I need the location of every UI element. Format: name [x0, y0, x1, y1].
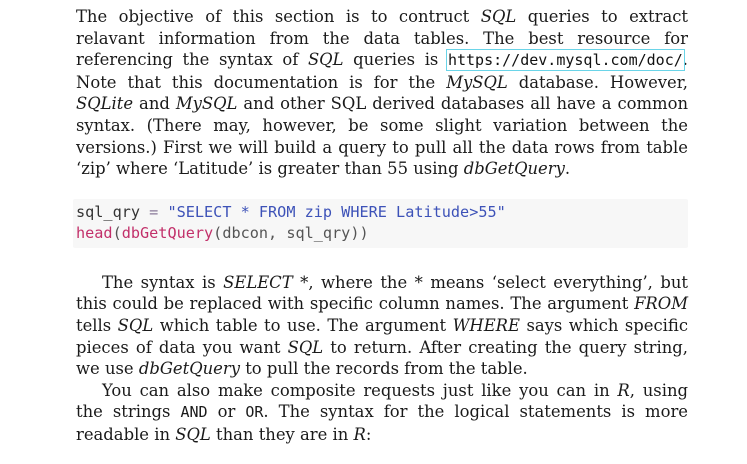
emph-sqlite: SQLite	[76, 94, 134, 114]
emph-sql: SQL	[117, 315, 154, 335]
text: says which specific pieces of data you want	[76, 315, 688, 357]
text: You can also make composite requests just like you can in	[102, 380, 618, 400]
emph-select: SELECT *	[223, 272, 309, 292]
text: :	[365, 424, 372, 444]
emph-sql: SQL	[175, 424, 211, 444]
emph-dbgetquery: dbGetQuery	[463, 159, 565, 179]
syntax-paragraph	[76, 272, 688, 380]
emph-from: FROM	[634, 294, 688, 314]
text: . Note that this documentation is for the	[76, 50, 688, 92]
code-arguments: (dbcon, sql_qry))	[213, 223, 369, 242]
emph-sql: SQL	[307, 50, 344, 70]
code-punctuation: (	[112, 223, 122, 242]
code-function-dbgetquery: dbGetQuery	[121, 223, 214, 242]
mysql-docs-link[interactable]: https://dev.mysql.com/doc/	[447, 51, 683, 70]
text: than they are in	[210, 424, 354, 444]
code-string: "SELECT * FROM zip WHERE Latitude>55"	[167, 202, 506, 221]
text: or	[207, 402, 246, 422]
code-function-head: head	[76, 223, 113, 242]
text: queries to extract relavant information from the data tables. The best resource for referencing the syntax of	[76, 7, 688, 70]
text: . The syntax for the logical statements is more readable in	[76, 402, 688, 444]
text: tells	[76, 315, 118, 335]
text: The syntax is	[102, 272, 224, 292]
text: queries is	[343, 50, 448, 70]
text: to return. After creating the query string, we use	[76, 337, 688, 379]
emph-mysql: MySQL	[446, 72, 508, 92]
emph-r: R	[617, 380, 630, 400]
text: database. However,	[507, 72, 688, 92]
emph-mysql: MySQL	[175, 94, 238, 114]
code-block	[73, 199, 688, 248]
code-or: OR	[245, 403, 264, 422]
text: The objective of this section is to contruct	[76, 7, 481, 26]
text: , using the strings	[76, 380, 688, 422]
emph-sql: SQL	[287, 337, 324, 357]
text: and other SQL derived databases all have a common syntax. (There may, however, be some slight variation between the versions.) First we will build a query to pull all the data rows from table ‘zip’ where ‘Latitude’ is greater than 55 using	[76, 94, 688, 179]
emph-sql: SQL	[480, 7, 517, 26]
text: , where the * means ‘select everything’, but this could be replaced with specific column names. The argument	[76, 272, 689, 314]
emph-dbgetquery: dbGetQuery	[138, 359, 240, 379]
intro-paragraph	[76, 6, 688, 180]
code-operator: =	[140, 202, 168, 221]
emph-r: R	[353, 424, 366, 444]
code-variable: sql_qry	[76, 202, 141, 221]
emph-where: WHERE	[452, 315, 520, 335]
composite-paragraph	[76, 380, 688, 446]
text: which table to use. The argument	[153, 315, 453, 335]
code-and: AND	[180, 403, 208, 422]
text: to pull the records from the table.	[239, 359, 528, 379]
document-page	[76, 6, 688, 446]
text: .	[564, 159, 571, 179]
text: and	[133, 94, 176, 114]
